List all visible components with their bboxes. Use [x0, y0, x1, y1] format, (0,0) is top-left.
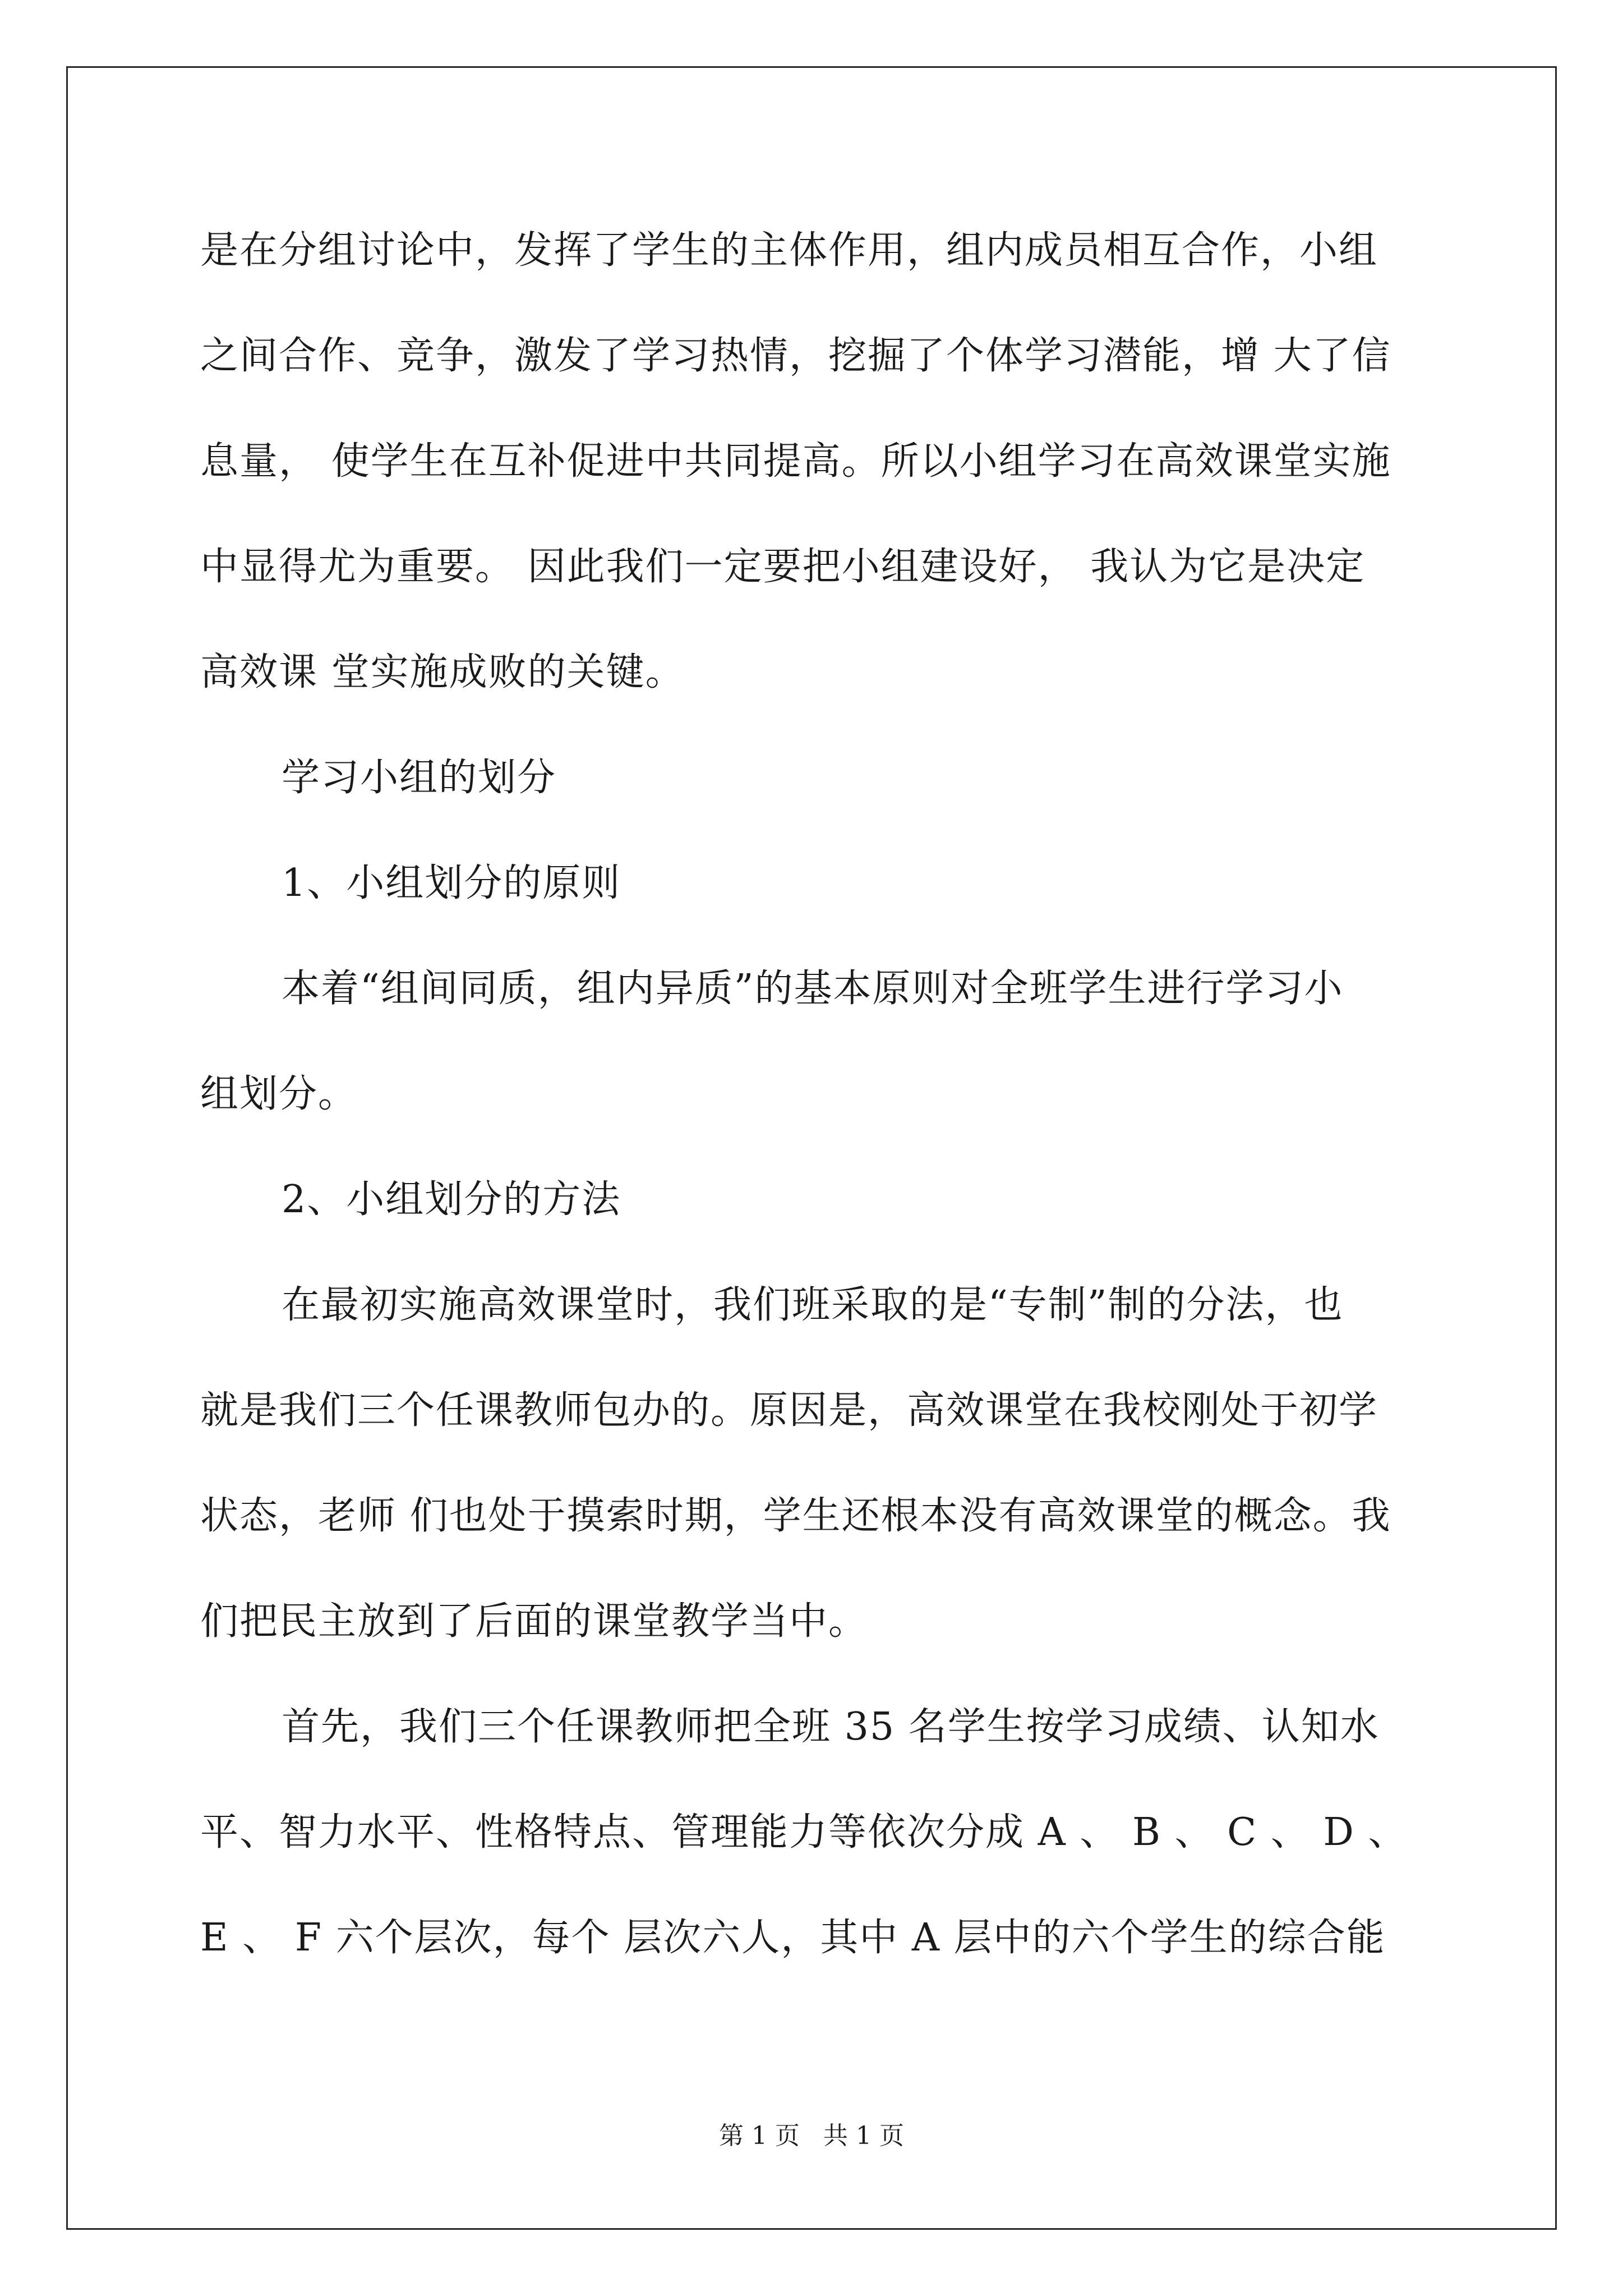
section-heading: 学习小组的划分 — [282, 756, 557, 800]
text-line: 高效课 堂实施成败的关键。 — [200, 650, 685, 694]
text-line: 息量， 使学生在互补促进中共同提高。所以小组学习在高效课堂实施 — [200, 439, 1391, 484]
text-line: 本着“组间同质，组内异质”的基本原则对全班学生进行学习小 — [282, 967, 1344, 1011]
text-line: 状态，老师 们也处于摸索时期，学生还根本没有高效课堂的概念。我 — [200, 1494, 1391, 1538]
text-line: E 、 F 六个层次，每个 层次六人，其中 A 层中的六个学生的综合能 — [200, 1916, 1386, 1960]
text-line: 中显得尤为重要。 因此我们一定要把小组建设好， 我认为它是决定 — [200, 545, 1366, 589]
page-border — [66, 66, 1557, 2230]
text-line: 们把民主放到了后面的课堂教学当中。 — [200, 1599, 868, 1644]
text-line: 之间合作、竞争，激发了学习热情，挖掘了个体学习潜能，增 大了信 — [200, 334, 1391, 378]
text-line: 就是我们三个任课教师包办的。原因是，高效课堂在我校刚处于初学 — [200, 1388, 1378, 1433]
text-line: 在最初实施高效课堂时，我们班采取的是“专制”制的分法，也 — [282, 1283, 1344, 1327]
subsection-heading: 1、小组划分的原则 — [282, 861, 621, 905]
text-line: 平、智力水平、性格特点、管理能力等依次分成 A 、 B 、 C 、 D 、 — [200, 1810, 1408, 1855]
page-number: 第 1 页 共 1 页 — [719, 2122, 904, 2150]
text-line: 首先，我们三个任课教师把全班 35 名学生按学习成绩、认知水 — [282, 1705, 1380, 1749]
subsection-heading: 2、小组划分的方法 — [282, 1177, 621, 1222]
text-line: 是在分组讨论中，发挥了学生的主体作用，组内成员相互合作，小组 — [200, 228, 1378, 273]
text-line: 组划分。 — [200, 1072, 358, 1116]
